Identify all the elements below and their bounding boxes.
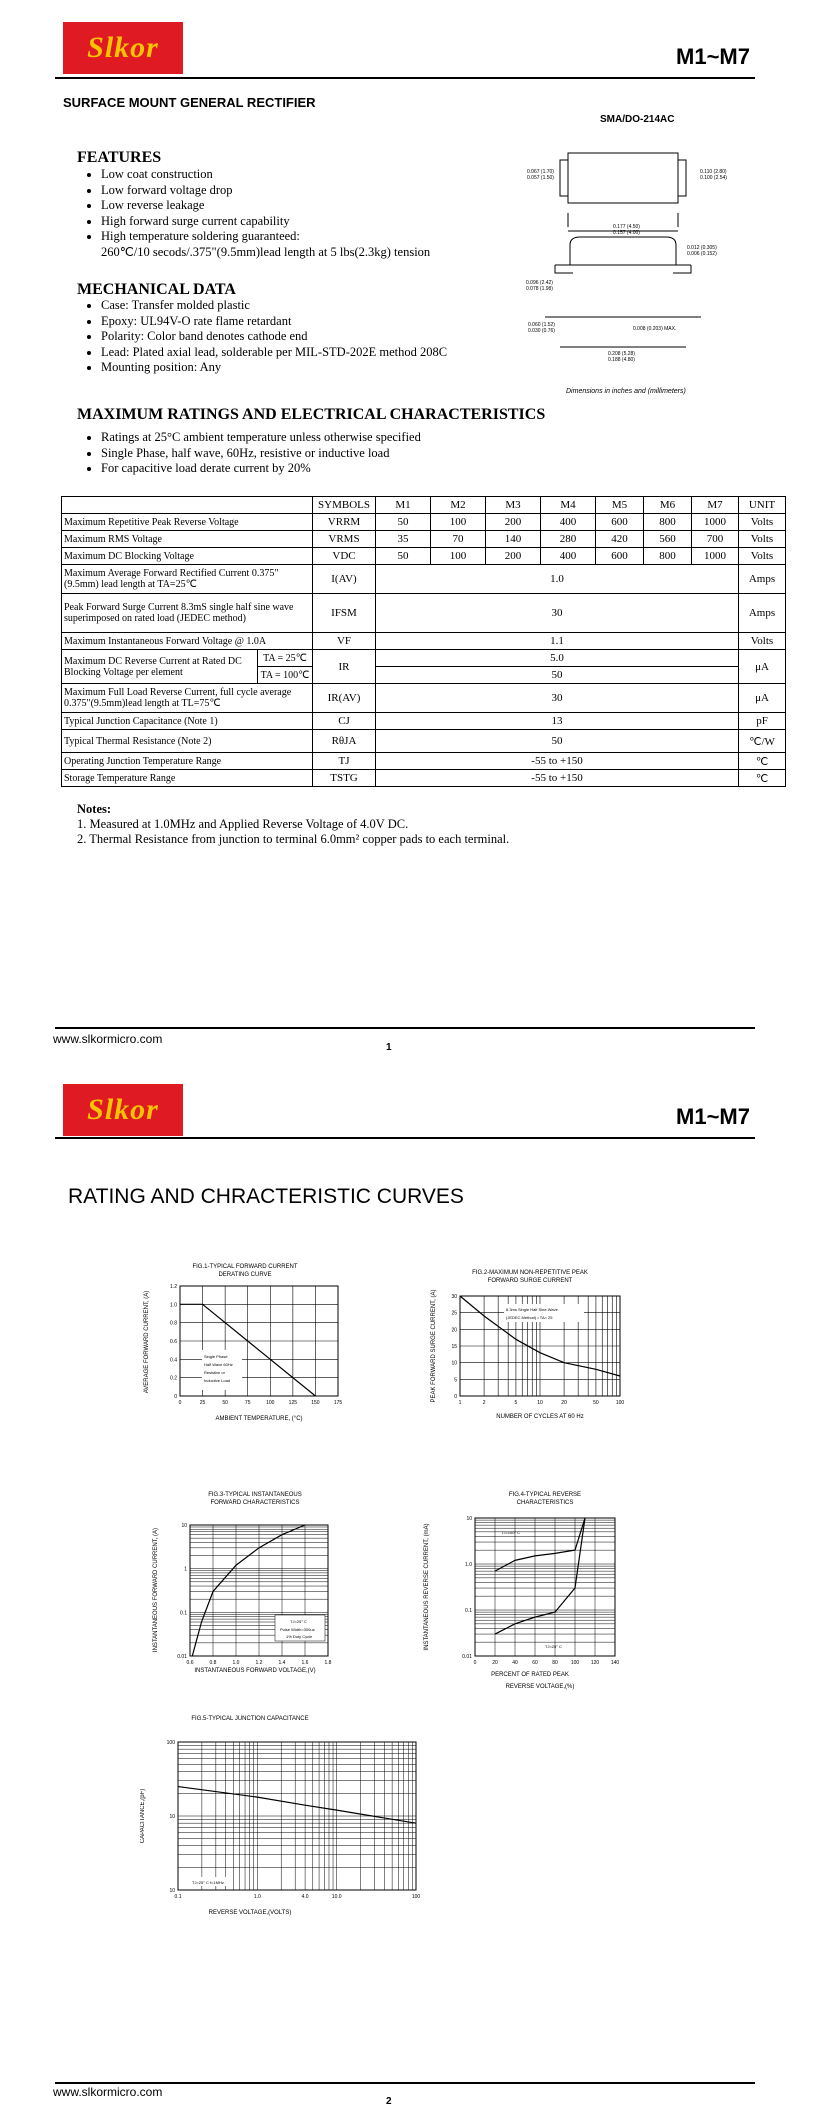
value-cell: 100	[431, 514, 486, 531]
param-cell: Typical Junction Capacitance (Note 1)	[62, 713, 313, 730]
x-tick-label: 40	[512, 1660, 518, 1666]
unit-cell: μA	[739, 684, 786, 713]
x-tick-label: 1.8	[324, 1660, 332, 1666]
fig4-annot	[545, 1644, 562, 1649]
table-header-cell: M3	[486, 497, 541, 514]
fig5-chart	[140, 1712, 430, 1922]
table-row	[62, 770, 786, 787]
list-item: • Epoxy: UL94V-O rate flame retardant	[101, 314, 541, 330]
dim-label: 0.057 (1.50)	[527, 175, 554, 181]
unit-cell: pF	[739, 713, 786, 730]
package-body-top	[568, 153, 678, 203]
dim-label: 0.078 (1.98)	[526, 286, 553, 292]
symbol-cell: TJ	[313, 753, 376, 770]
list-item: • Low coat construction	[101, 167, 541, 183]
footer-url: www.slkormicro.com	[53, 1032, 163, 1046]
fig5-capacitance-line	[178, 1787, 416, 1824]
y-tick-label: 25	[451, 1310, 457, 1317]
x-tick-label: 1.0	[253, 1894, 261, 1900]
value-cell: 200	[486, 514, 541, 531]
list-item: • Low forward voltage drop	[101, 183, 541, 199]
x-tick-label: 10	[537, 1400, 543, 1406]
brand-logo-text: Slkor	[87, 1093, 159, 1126]
fig4-title-a: FIG.4-TYPICAL REVERSE	[508, 1492, 582, 1498]
fig4-ylabel: INSTANTANEOUS REVERSE CURRENT, (mA)	[424, 1523, 430, 1651]
symbol-cell: VF	[313, 633, 376, 650]
y-tick-label: 0.01	[177, 1654, 187, 1660]
mech-title: MECHANICAL DATA	[77, 281, 236, 298]
y-tick-label: 0	[174, 1394, 177, 1400]
value-cell: 30	[376, 684, 739, 713]
fig5-annot	[192, 1880, 224, 1885]
dim-label: 0.030 (0.76)	[528, 328, 555, 334]
mech-list	[77, 298, 541, 376]
table-header-row	[62, 497, 786, 514]
value-cell: 400	[541, 514, 596, 531]
table-header-cell: SYMBOLS	[313, 497, 376, 514]
x-tick-label: 150	[311, 1400, 320, 1406]
fig1-xlabel: AMBIENT TEMPERATURE, (°C)	[215, 1416, 303, 1422]
value-cell: 1000	[692, 514, 739, 531]
package-body-side	[570, 237, 676, 265]
x-tick-label: 25	[199, 1400, 206, 1406]
brand-logo-text: Slkor	[87, 31, 159, 64]
fig5-ylabel: CAPACITANCE,(pF)	[140, 1788, 146, 1844]
value-cell: 140	[486, 531, 541, 548]
list-item: • Polarity: Color band denotes cathode end	[101, 329, 541, 345]
symbol-cell: TSTG	[313, 770, 376, 787]
x-tick-label: 100	[266, 1400, 275, 1406]
x-tick-label: 2	[482, 1400, 486, 1406]
ratings-list	[77, 430, 601, 477]
fig2-chart	[410, 1268, 650, 1433]
x-tick-label: 100	[411, 1894, 421, 1900]
note-item: 2. Thermal Resistance from junction to terminal 6.0mm² copper pads to each terminal.	[77, 832, 510, 846]
value-cell: 13	[376, 713, 739, 730]
param-cell: Operating Junction Temperature Range	[62, 753, 313, 770]
notes-title: Notes:	[77, 802, 112, 816]
table-row	[62, 684, 786, 713]
y-tick-label: 15	[451, 1344, 457, 1350]
fig4-annot-part: J	[503, 1530, 506, 1535]
symbol-cell: IR(AV)	[313, 684, 376, 713]
ratings-title: MAXIMUM RATINGS AND ELECTRICAL CHARACTERISTICS	[77, 406, 546, 423]
x-tick-label: 75	[244, 1400, 251, 1406]
fig4-title-b: CHARACTERISTICS	[516, 1500, 574, 1506]
table-row	[62, 594, 786, 633]
fig4-annot-part: T	[545, 1644, 548, 1649]
symbol-cell: VDC	[313, 548, 376, 565]
features-list	[77, 167, 541, 260]
fig4-tj25-line	[495, 1518, 585, 1634]
footer-rule	[55, 2082, 755, 2084]
condition-cell: TA = 25℃	[258, 650, 313, 667]
fig1-title-a: FIG.1-TYPICAL FORWARD CURRENT	[192, 1264, 298, 1270]
dim-label: 0.012 (0.305)	[687, 245, 717, 251]
param-cell: Maximum Full Load Reverse Current, full cycle average 0.375"(9.5mm)lead length at TL=75℃	[62, 684, 313, 713]
param-cell: Storage Temperature Range	[62, 770, 313, 787]
x-tick-label: 140	[610, 1660, 620, 1666]
dim-label: 0.060 (1.52)	[528, 322, 555, 328]
y-tick-label: 10	[169, 1888, 175, 1894]
y-tick-label: 0.2	[170, 1375, 177, 1382]
fig3-annot: Pulse Width=300us	[280, 1627, 315, 1632]
fig3-title-b: FORWARD CHARACTERISTICS	[210, 1500, 300, 1506]
fig3-chart	[145, 1490, 375, 1680]
fig5-title: FIG.5-TYPICAL JUNCTION CAPACITANCE	[191, 1716, 309, 1722]
package-lead-right	[678, 160, 686, 196]
unit-cell: Amps	[739, 565, 786, 594]
dim-label: 0.067 (1.70)	[527, 169, 554, 175]
value-cell: 1000	[692, 548, 739, 565]
x-tick-label: 10.0	[331, 1894, 342, 1900]
value-cell: 800	[644, 548, 692, 565]
symbol-cell: IFSM	[313, 594, 376, 633]
fig1-annot: Inductive Load	[204, 1378, 231, 1383]
list-item: • Low reverse leakage	[101, 198, 541, 214]
table-row	[62, 713, 786, 730]
dim-label: 0.157 (4.00)	[613, 230, 640, 236]
x-tick-label: 0.1	[174, 1894, 182, 1900]
y-tick-label: 1.0	[465, 1562, 472, 1568]
value-cell: 100	[431, 548, 486, 565]
table-row	[62, 565, 786, 594]
curves-title: RATING AND CHRACTERISTIC CURVES	[68, 1185, 464, 1208]
y-tick-label: 10	[466, 1516, 472, 1522]
dim-label: 0.177 (4.50)	[613, 224, 640, 230]
fig2-title-b: FORWARD SURGE CURRENT	[487, 1278, 573, 1284]
value-cell: 560	[644, 531, 692, 548]
brand-logo	[63, 22, 183, 74]
param-cell: Maximum Average Forward Rectified Current 0.375"(9.5mm) lead length at TA=25℃	[62, 565, 313, 594]
fig1-annot: Half Wave 60Hz	[204, 1362, 233, 1367]
table-header-cell: M5	[596, 497, 644, 514]
y-tick-label: 20	[451, 1327, 457, 1334]
value-cell: 50	[376, 667, 739, 684]
doc-subtitle: SURFACE MOUNT GENERAL RECTIFIER	[63, 95, 316, 110]
header-rule	[55, 77, 755, 79]
x-tick-label: 50	[222, 1400, 228, 1406]
dim-label: 0.110 (2.80)	[700, 169, 727, 175]
y-tick-label: 1.2	[170, 1284, 177, 1290]
dim-label: 0.208 (5.28)	[608, 351, 635, 357]
symbol-cell: VRRM	[313, 514, 376, 531]
param-cell: Typical Thermal Resistance (Note 2)	[62, 730, 313, 753]
list-item: • Case: Transfer molded plastic	[101, 298, 541, 314]
x-tick-label: 1.2	[255, 1660, 263, 1666]
features-title: FEATURES	[77, 149, 162, 166]
y-tick-label: 0	[454, 1394, 457, 1400]
package-lead-left	[560, 160, 568, 196]
x-tick-label: 0	[178, 1400, 182, 1406]
table-header-cell: M7	[692, 497, 739, 514]
fig2-annot	[506, 1315, 553, 1320]
value-cell: -55 to +150	[376, 753, 739, 770]
value-cell: 600	[596, 514, 644, 531]
fig2-ylabel: PEAK FORWARD SURGE CURRENT, (A)	[431, 1289, 437, 1403]
fig5-annot-part: T	[192, 1880, 195, 1885]
value-cell: -55 to +150	[376, 770, 739, 787]
table-row	[62, 730, 786, 753]
fig2-annot-part: (JEDEC Method) • T	[506, 1315, 542, 1320]
ratings-table	[61, 496, 786, 787]
x-tick-label: 125	[288, 1400, 298, 1406]
model-title: M1~M7	[676, 1104, 750, 1129]
fig4-annot-part: =100° C	[505, 1530, 521, 1535]
table-row	[62, 514, 786, 531]
list-item: • Lead: Plated axial lead, solderable per MIL-STD-202E method 208C	[101, 345, 541, 361]
x-tick-label: 1.6	[301, 1660, 309, 1666]
x-tick-label: 20	[561, 1400, 567, 1406]
value-cell: 200	[486, 548, 541, 565]
dim-label: 0.008 (0.203) MAX.	[633, 326, 677, 332]
fig4-annot	[501, 1530, 520, 1535]
param-cell: Maximum DC Reverse Current at Rated DC Blocking Voltage per element	[62, 650, 258, 684]
condition-cell: TA = 100℃	[258, 667, 313, 684]
param-cell: Maximum Instantaneous Forward Voltage @ 1.0A	[62, 633, 313, 650]
header-rule	[55, 1137, 755, 1139]
x-tick-label: 175	[333, 1400, 343, 1406]
unit-cell: Amps	[739, 594, 786, 633]
fig4-chart	[420, 1490, 640, 1700]
fig3-annot-part: J	[292, 1619, 295, 1624]
fig1-title-b: DERATING CURVE	[218, 1272, 272, 1278]
y-tick-label: 0.1	[180, 1610, 187, 1617]
fig4-annot-part: T	[501, 1530, 504, 1535]
footer-url: www.slkormicro.com	[53, 2085, 163, 2099]
x-tick-label: 0.6	[186, 1660, 194, 1666]
x-tick-label: 0.8	[209, 1660, 217, 1666]
footer-rule	[55, 1027, 755, 1029]
x-tick-label: 1.0	[232, 1660, 240, 1666]
value-cell: 35	[376, 531, 431, 548]
unit-cell: Volts	[739, 531, 786, 548]
page-number: 2	[386, 2096, 392, 2107]
param-cell: Maximum RMS Voltage	[62, 531, 313, 548]
fig3-annot: 1% Duty Cycle	[286, 1634, 313, 1639]
unit-cell: Volts	[739, 514, 786, 531]
value-cell: 400	[541, 548, 596, 565]
symbol-cell: IR	[313, 650, 376, 684]
param-cell: Maximum Repetitive Peak Reverse Voltage	[62, 514, 313, 531]
value-cell: 5.0	[376, 650, 739, 667]
value-cell: 420	[596, 531, 644, 548]
table-header-cell: M1	[376, 497, 431, 514]
x-tick-label: 1	[458, 1400, 462, 1406]
dim-label: 0.188 (4.80)	[608, 357, 635, 363]
fig1-ylabel: AVERAGE FORWARD CURRENT, (A)	[144, 1290, 150, 1394]
symbol-cell: RθJA	[313, 730, 376, 753]
list-item: • High forward surge current capability	[101, 214, 541, 230]
y-tick-label: 5	[454, 1377, 457, 1384]
x-tick-label: 0	[473, 1660, 477, 1666]
value-cell: 70	[431, 531, 486, 548]
param-cell: Peak Forward Surge Current 8.3mS single half sine wave superimposed on rated load (JEDEC method)	[62, 594, 313, 633]
param-cell: Maximum DC Blocking Voltage	[62, 548, 313, 565]
list-item: • Single Phase, half wave, 60Hz, resistive or inductive load	[101, 446, 601, 462]
fig4-xlabel-a: PERCENT OF RATED PEAK	[491, 1672, 569, 1678]
unit-cell: Volts	[739, 548, 786, 565]
unit-cell: ℃	[739, 753, 786, 770]
fig3-annot-part: T	[290, 1619, 293, 1624]
value-cell: 1.1	[376, 633, 739, 650]
y-tick-label: 0.01	[462, 1654, 472, 1660]
table-row	[62, 753, 786, 770]
fig4-tj100-line	[495, 1518, 585, 1571]
symbol-cell: I(AV)	[313, 565, 376, 594]
value-cell: 50	[376, 548, 431, 565]
value-cell: 600	[596, 548, 644, 565]
fig2-annot-part: = 25	[544, 1315, 553, 1320]
note-item: 1. Measured at 1.0MHz and Applied Reverse Voltage of 4.0V DC.	[77, 817, 409, 831]
fig4-xlabel-b: REVERSE VOLTAGE,(%)	[505, 1684, 575, 1690]
fig2-title-a: FIG.2-MAXIMUM NON-REPETITIVE PEAK	[472, 1270, 588, 1276]
y-tick-label: 1.0	[170, 1302, 177, 1309]
dim-label: 0.100 (2.54)	[700, 175, 727, 181]
y-tick-label: 0.8	[170, 1320, 177, 1327]
x-tick-label: 120	[590, 1660, 600, 1666]
fig3-ylabel: INSTANTANEOUS FORWARD CURRENT, (A)	[153, 1527, 159, 1653]
x-tick-label: 5	[514, 1400, 518, 1406]
x-tick-label: 80	[552, 1660, 558, 1666]
x-tick-label: 100	[570, 1660, 580, 1666]
dim-label: 0.096 (2.42)	[526, 280, 553, 286]
table-header-cell: M6	[644, 497, 692, 514]
value-cell: 800	[644, 514, 692, 531]
package-name: SMA/DO-214AC	[600, 114, 675, 125]
page-number: 1	[386, 1042, 392, 1053]
brand-logo	[63, 1084, 183, 1136]
y-tick-label: 1	[184, 1566, 187, 1573]
y-tick-label: 0.4	[170, 1357, 177, 1364]
symbol-cell: CJ	[313, 713, 376, 730]
value-cell: 700	[692, 531, 739, 548]
list-item: • Ratings at 25°C ambient temperature unless otherwise specified	[101, 430, 601, 446]
table-header-cell: UNIT	[739, 497, 786, 514]
y-tick-label: 10	[181, 1523, 187, 1529]
unit-cell: μA	[739, 650, 786, 684]
package-note: Dimensions in inches and (millimeters)	[566, 388, 686, 395]
fig5-annot-part: J	[194, 1880, 197, 1885]
table-row	[62, 650, 786, 667]
notes-block	[77, 802, 697, 847]
value-cell: 1.0	[376, 565, 739, 594]
y-tick-label: 0.1	[465, 1608, 472, 1614]
value-cell: 280	[541, 531, 596, 548]
table-header-cell: M4	[541, 497, 596, 514]
table-row	[62, 633, 786, 650]
list-item: • High temperature soldering guaranteed:	[101, 229, 541, 245]
y-tick-label: 0.6	[170, 1339, 177, 1345]
fig4-annot-part: =25° C	[549, 1644, 562, 1649]
table-row	[62, 548, 786, 565]
x-tick-label: 50	[593, 1400, 599, 1406]
dim-label: 0.006 (0.152)	[687, 251, 717, 257]
fig2-annot: 8.3ms Single Half Sine-Wave	[506, 1307, 558, 1312]
unit-cell: ℃/W	[739, 730, 786, 753]
fig3-annot-part: =25° C	[294, 1619, 307, 1624]
y-tick-label: 10	[451, 1360, 457, 1367]
package-outline-drawing	[525, 135, 755, 400]
x-tick-label: 100	[615, 1400, 625, 1406]
fig1-annot: Single Phase	[204, 1354, 228, 1359]
fig1-annot: Resistive or	[204, 1370, 225, 1375]
value-cell: 50	[376, 730, 739, 753]
y-tick-label: 100	[166, 1740, 175, 1746]
value-cell: 30	[376, 594, 739, 633]
y-tick-label: 30	[451, 1294, 457, 1300]
symbol-cell: VRMS	[313, 531, 376, 548]
fig4-annot-part: J	[547, 1644, 550, 1649]
fig1-chart	[140, 1262, 380, 1430]
model-title: M1~M7	[676, 44, 750, 69]
table-header-cell	[62, 497, 313, 514]
list-item: • For capacitive load derate current by 20%	[101, 461, 601, 477]
fig3-annot	[290, 1619, 307, 1624]
table-row	[62, 531, 786, 548]
unit-cell: Volts	[739, 633, 786, 650]
x-tick-label: 20	[492, 1660, 498, 1666]
fig2-xlabel: NUMBER OF CYCLES AT 60 Hz	[496, 1414, 584, 1420]
list-item: 260℃/10 secods/.375"(9.5mm)lead length at 5 lbs(2.3kg) tension	[101, 244, 431, 259]
y-tick-label: 10	[169, 1814, 175, 1820]
fig5-xlabel: REVERSE VOLTAGE,(VOLTS)	[208, 1910, 292, 1916]
fig3-xlabel: INSTANTANEOUS FORWARD VOLTAGE,(V)	[194, 1668, 316, 1674]
list-item: • Mounting position: Any	[101, 360, 541, 376]
fig3-title-a: FIG.3-TYPICAL INSTANTANEOUS	[208, 1492, 302, 1498]
value-cell: 50	[376, 514, 431, 531]
table-header-cell: M2	[431, 497, 486, 514]
fig2-annot-part: A	[541, 1315, 545, 1320]
x-tick-label: 1.4	[278, 1660, 286, 1666]
x-tick-label: 60	[532, 1660, 538, 1666]
unit-cell: ℃	[739, 770, 786, 787]
x-tick-label: 4.0	[301, 1894, 309, 1900]
fig5-annot-part: =25° C f=1MHz	[196, 1880, 224, 1885]
